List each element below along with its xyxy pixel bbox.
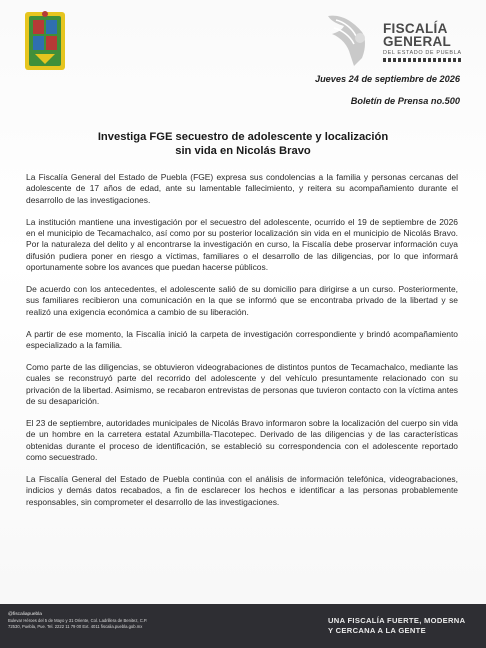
footer-slogan: [328, 616, 465, 636]
paragraph: La institución mantiene una investigación por el secuestro del adolescente, ocurrido el 19 de septiembre de 2026 en el municipio de Tecamachalco, así como por su posterior localización sin vida en el municipio de Nicolás Bravo. Por la naturaleza del delito y al encontrarse la investigación en curso, la Fiscalía debe proservar información cuya difusión pudiera poner en riesgo a víctimas, familiares o el desarrollo de las diligencias, por lo que informará oportunamente sobre los avances que puedan hacerse públicos.: [26, 216, 458, 273]
paragraph: El 23 de septiembre, autoridades municipales de Nicolás Bravo informaron sobre la localización del cuerpo sin vida de un hombre en la carretera estatal Azumbilla-Tlacotepec. Derivado de las diligencias y de las características obtenidas durante el proceso de identificación, se estableció su correspondencia con el adolescente reportado como secuestrado.: [26, 417, 458, 463]
paragraph: De acuerdo con los antecedentes, el adolescente salió de su domicilio para dirigirse a un curso. Posteriormente, sus familiares recibieron una comunicación en la que se informó que se encontraba privado de la libertad y se realizó una exigencia económica a cambio de su liberación.: [26, 284, 458, 317]
logo-stripe-decoration: [383, 58, 463, 62]
slogan-line-2: Y CERCANA A LA GENTE: [328, 626, 426, 635]
bulletin-number: Boletín de Prensa no.500: [350, 96, 460, 106]
paragraph: La Fiscalía General del Estado de Puebla (FGE) expresa sus condolencias a la familia y personas cercanas del adolescente de 17 años de edad, ante su lamentable fallecimiento, y reitera su acompañamiento durante el desarrollo de las investigaciones.: [26, 172, 458, 205]
release-title: [40, 130, 446, 158]
fge-logo-text: [383, 22, 463, 62]
footer-bar: [0, 604, 486, 648]
footer-contact: [8, 612, 268, 631]
title-line-1: Investiga FGE secuestro de adolescente y localización: [97, 131, 389, 143]
footer-address-line-2: 72530, Puebla, Pue. Tel. 2222 11 79 00 Ext. 4011 fiscalia.puebla.gob.mx: [8, 624, 143, 630]
social-handle: @fiscaliapuebla: [8, 612, 42, 617]
paragraph: Como parte de las diligencias, se obtuvieron videograbaciones de distintos puntos de Tecamachalco, mediante las cuales se reconstruyó parte del recorrido del adolescente y del vehículo presuntamente relacionado con su privación de la libertad. Asimismo, se recabaron entrevistas de personas que tuvieron contacto con la víctima antes de su desaparición.: [26, 361, 458, 407]
logo-line-general: GENERAL: [383, 34, 452, 49]
logo-line-fiscalia: FISCALÍA: [383, 21, 448, 36]
slogan-line-1: UNA FISCALÍA FUERTE, MODERNA: [328, 616, 466, 625]
release-date: Jueves 24 de septiembre de 2026: [314, 74, 460, 84]
paragraph: A partir de ese momento, la Fiscalía inició la carpeta de investigación correspondiente y brindó acompañamiento especializado a la familia.: [26, 328, 458, 351]
footer-address-line-1: Bulevar Héroes del 5 de Mayo y 31 Oriente, Col. Ladrillera de Benitez, C.P.: [8, 618, 148, 624]
title-line-2: sin vida en Nicolás Bravo: [175, 145, 311, 157]
paragraph: La Fiscalía General del Estado de Puebla continúa con el análisis de información telefónica, videograbaciones, indicios y demás datos recabados, a fin de esclarecer los hechos e identificar a las personas probablemente responsables, sin comprometer el desarrollo de las investigaciones.: [26, 473, 458, 507]
puebla-coat-of-arms-icon: [22, 10, 68, 74]
release-body: [26, 172, 458, 518]
logo-line-estado: DEL ESTADO DE PUEBLA: [383, 50, 462, 56]
